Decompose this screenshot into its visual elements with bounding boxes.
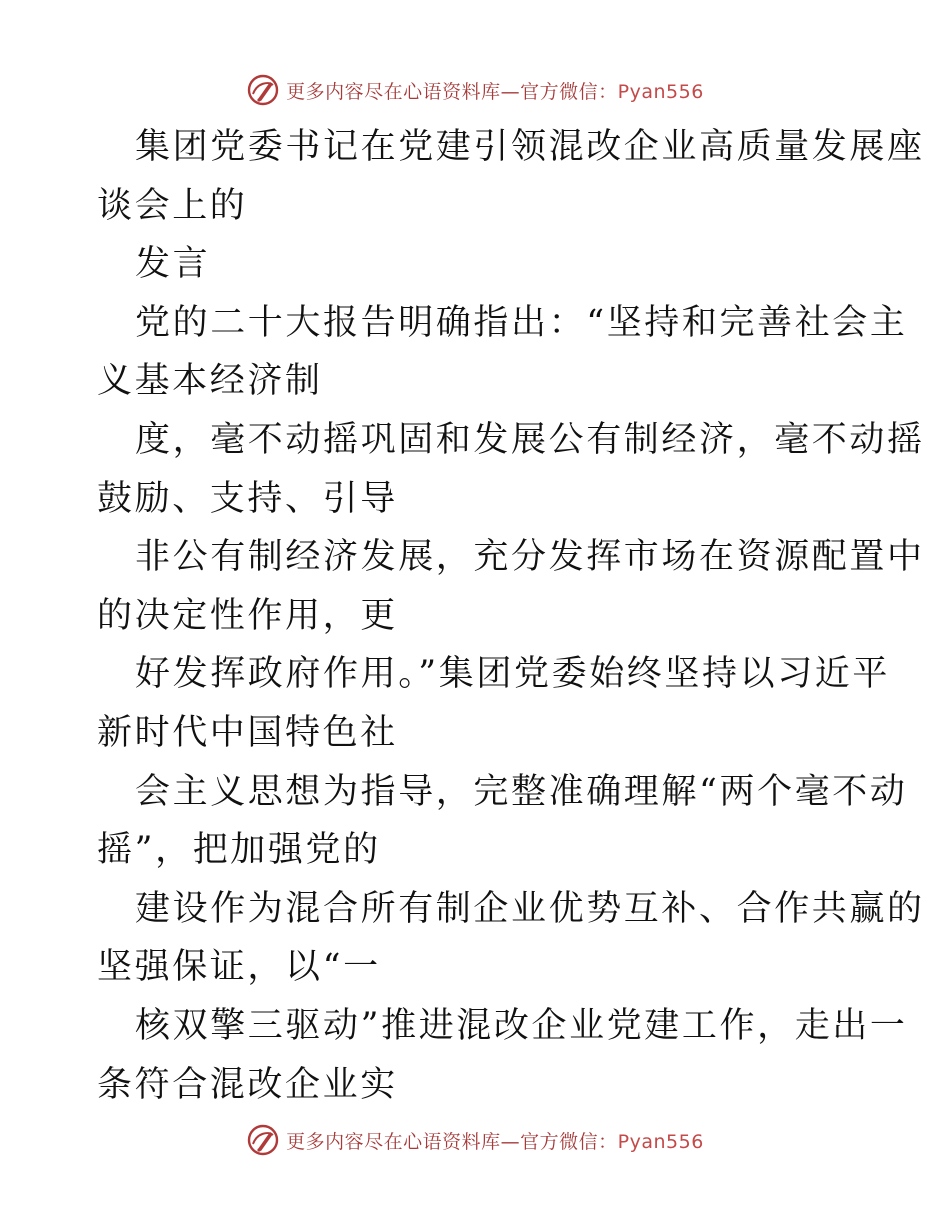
text-line: 新时代中国特色社: [97, 712, 398, 753]
footer-watermark: [0, 1120, 950, 1160]
text-line: 非公有制经济发展，充分发挥市场在资源配置中: [135, 537, 925, 578]
document-body: [97, 118, 925, 1114]
text-line: 义基本经济制: [97, 361, 323, 402]
pen-logo-icon: [246, 73, 280, 107]
watermark-text: 更多内容尽在心语资料库—官方微信：Pyan556: [286, 1130, 704, 1153]
text-line: 坚强保证，以“一: [97, 947, 381, 988]
text-line: 建设作为混合所有制企业优势互补、合作共赢的: [135, 888, 925, 929]
watermark-banner: [246, 1123, 704, 1157]
text-line: 好发挥政府作用。”集团党委始终坚持以习近平: [135, 654, 890, 695]
watermark-text: 更多内容尽在心语资料库—官方微信：Pyan556: [286, 80, 704, 103]
pen-logo-icon: [246, 1123, 280, 1157]
text-line: 摇”，把加强党的: [97, 830, 381, 871]
text-line: 鼓励、支持、引导: [97, 478, 398, 519]
text-line: 发言: [135, 244, 211, 285]
text-line: 党的二十大报告明确指出：“坚持和完善社会主: [135, 302, 908, 343]
header-watermark: [0, 70, 950, 110]
text-line: 谈会上的: [97, 185, 248, 226]
text-line: 的决定性作用，更: [97, 595, 398, 636]
text-line: 集团党委书记在党建引领混改企业高质量发展座: [135, 127, 925, 167]
text-line: 度，毫不动摇巩固和发展公有制经济，毫不动摇: [135, 419, 925, 460]
watermark-banner: [246, 73, 704, 107]
text-line: 会主义思想为指导，完整准确理解“两个毫不动: [135, 771, 908, 812]
text-line: 核双擎三驱动”推进混改企业党建工作，走出一: [135, 1005, 908, 1046]
wechat-id: Pyan556: [617, 1130, 704, 1153]
text-line: 条符合混改企业实: [97, 1064, 398, 1105]
wechat-id: Pyan556: [617, 80, 704, 103]
